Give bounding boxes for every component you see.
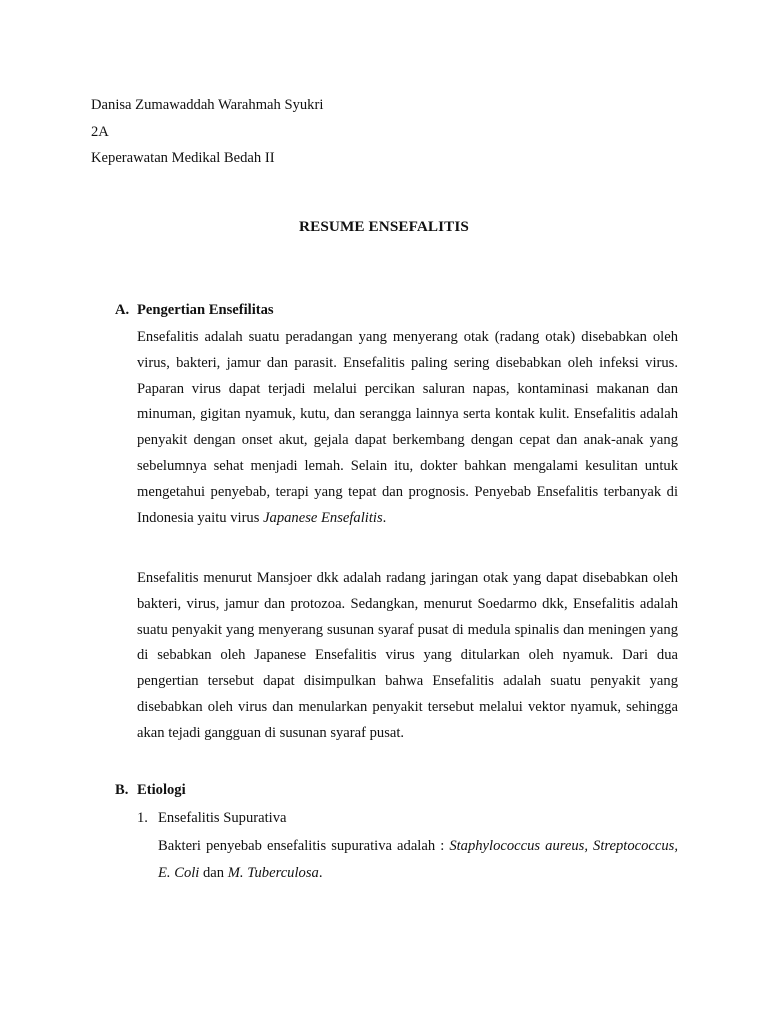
section-a-title: Pengertian Ensefilitas (137, 302, 274, 318)
section-b-letter: B. (115, 782, 129, 798)
section-b-heading (115, 782, 186, 799)
course-name: Keperawatan Medikal Bedah II (91, 150, 275, 166)
paragraph-2-text: Ensefalitis menurut Mansjoer dkk adalah radang jaringan otak yang dapat disebabkan oleh bakteri, virus, jamur dan protozoa. Sedangkan, menurut Soedarmo dkk, Ensefalitis adalah suatu penyakit yang menyerang susunan syaraf pusat di medula spinalis dan meningen yang di sebabkan oleh Japanese Ensefalitis virus yang ditularkan oleh nyamuk. Dari dua pengertian tersebut dapat disimpulkan bahwa Ensefalitis adalah suatu penyakit yang disebabkan oleh virus dan menularkan penyakit tersebut melalui vektor nyamuk, sehingga akan tejadi gangguan di susunan syaraf pusat. (137, 570, 678, 741)
document-title: RESUME ENSEFALITIS (299, 218, 469, 235)
paragraph-1-end: . (382, 509, 387, 526)
item-1-text-a: Bakteri penyebab ensefalitis supurativa adalah : (158, 838, 450, 854)
paragraph-1-italic: Japanese Ensefalitis (263, 509, 383, 526)
item-1-title: Ensefalitis Supurativa (158, 810, 287, 826)
item-1-text-b: dan (199, 865, 228, 881)
etiologi-item-1-text (158, 833, 678, 887)
section-a-heading (115, 302, 274, 319)
item-1-italic-b: M. Tuberculosa (227, 865, 319, 881)
paragraph-1-text: Ensefalitis adalah suatu peradangan yang menyerang otak (radang otak) disebabkan oleh virus, bakteri, jamur dan parasit. Ensefalitis paling sering disebabkan oleh infeksi virus. Paparan virus dapat terjadi melalui percikan saluran napas, kontaminasi makanan dan minuman, gigitan nyamuk, kutu, dan serangga lainnya serta kontak kulit. Ensefalitis adalah penyakit dengan onset akut, gejala dapat berkembang dengan cepat dan anak-anak yang sebelumnya sehat menjadi lemah. Selain itu, dokter bahkan mengalami kesulitan untuk mengetahui penyebab, terapi yang tepat dan prognosis. Penyebab Ensefalitis terbanyak di Indonesia yaitu virus (137, 329, 678, 526)
section-b-title: Etiologi (137, 782, 186, 798)
section-a-paragraph-2 (137, 566, 678, 747)
document-header (91, 92, 323, 172)
class-label: 2A (91, 123, 109, 140)
section-a-paragraph-1 (137, 325, 678, 531)
etiologi-item-1-heading (137, 810, 286, 827)
item-1-end: . (318, 865, 323, 881)
author-name: Danisa Zumawaddah Warahmah Syukri (91, 97, 324, 113)
item-1-italic-a: Staphylococcus aureus, Streptococcus, E. Coli (158, 838, 679, 881)
item-1-number: 1. (137, 810, 148, 826)
section-a-letter: A. (115, 302, 130, 318)
